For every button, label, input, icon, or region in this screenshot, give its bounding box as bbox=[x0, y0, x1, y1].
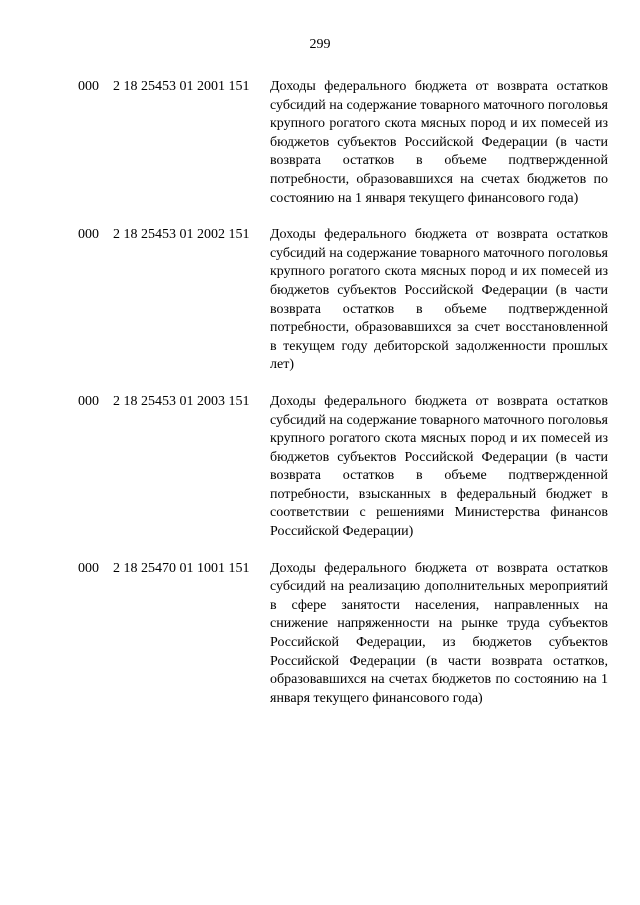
administrator-code: 000 bbox=[78, 393, 99, 409]
budget-classification-code: 2 18 25453 01 2003 151 bbox=[113, 393, 250, 409]
administrator-code: 000 bbox=[78, 560, 99, 576]
revenue-row bbox=[0, 560, 640, 709]
budget-classification-code: 2 18 25470 01 1001 151 bbox=[113, 560, 250, 576]
revenue-row bbox=[0, 393, 640, 542]
budget-classification-code: 2 18 25453 01 2001 151 bbox=[113, 79, 250, 94]
revenue-description: Доходы федерального бюджета от возврата остатков субсидий на реализацию дополнительных мероприятий в сфере занятости населения, направленных на снижение напряженности на рынке труда субъектов Российской Федерации, из бюджетов субъектов Российской Федерации (в части возврата остатков, образовавшихся на счетах бюджетов по состоянию на 1 января текущего финансового года) bbox=[270, 560, 608, 706]
revenue-description: Доходы федерального бюджета от возврата остатков субсидий на содержание товарного маточного поголовья крупного рогатого скота мясных пород и их помесей из бюджетов субъектов Российской Федерации (в части возврата остатков в объеме подтвержденной потребности, образовавшихся на счетах бюджетов по состоянию на 1 января текущего финансового года) bbox=[270, 79, 608, 206]
revenue-description: Доходы федерального бюджета от возврата остатков субсидий на содержание товарного маточного поголовья крупного рогатого скота мясных пород и их помесей из бюджетов субъектов Российской Федерации (в части возврата остатков в объеме подтвержденной потребности, взысканных в федеральный бюджет в соответствии с решениями Министерства финансов Российской Федерации) bbox=[270, 393, 608, 540]
budget-classification-code: 2 18 25453 01 2002 151 bbox=[113, 227, 250, 243]
revenue-row bbox=[0, 226, 640, 375]
revenue-row bbox=[0, 78, 640, 208]
page-number: 299 bbox=[309, 37, 331, 52]
administrator-code: 000 bbox=[78, 227, 99, 243]
revenue-description: Доходы федерального бюджета от возврата остатков субсидий на содержание товарного маточного поголовья крупного рогатого скота мясных пород и их помесей из бюджетов субъектов Российской Федерации (в части возврата остатков в объеме подтвержденной потребности, образовавшихся за счет восстановленной в текущем году дебиторской задолженности прошлых лет) bbox=[270, 227, 608, 373]
revenue-code-list bbox=[0, 78, 640, 726]
administrator-code: 000 bbox=[78, 79, 99, 94]
